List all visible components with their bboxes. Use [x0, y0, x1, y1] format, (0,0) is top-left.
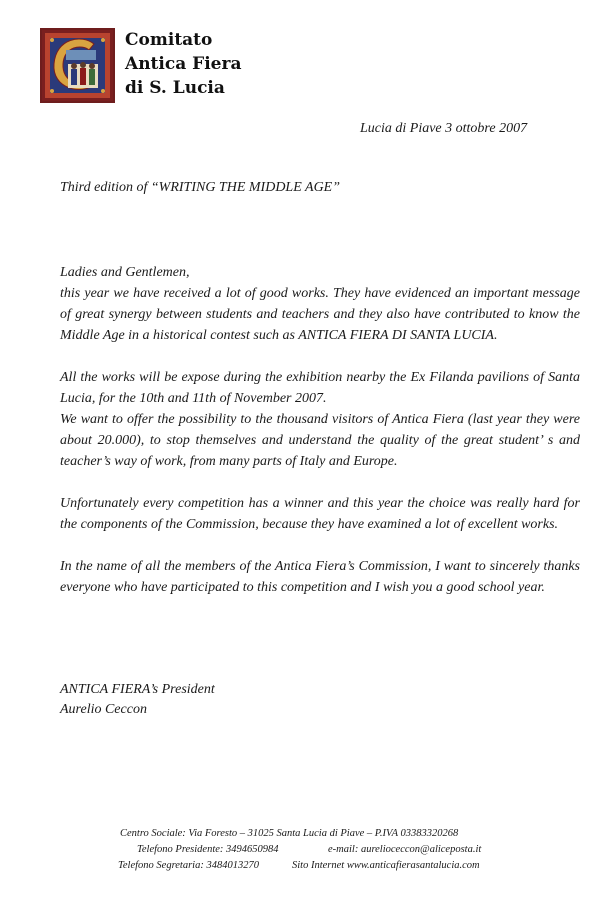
salutation: Ladies and Gentlemen, [60, 265, 190, 280]
letter-subject: Third edition of “WRITING THE MIDDLE AGE” [60, 180, 341, 195]
paragraph: Unfortunately every competition has a winner and this year the choice was really hard for the components of the Commission, because they have examined a lot of excellent works. [60, 496, 580, 532]
footer-email: e-mail: aurelioceccon@aliceposta.it [328, 844, 482, 855]
footer-website: Sito Internet www.anticafierasantalucia.com [292, 860, 480, 871]
signature-title: ANTICA FIERA’s President [60, 682, 215, 697]
paragraph: All the works will be expose during the exhibition nearby the Ex Filanda pavilions of Santa Lucia, for the 10th and 11th of November 2007. [60, 370, 580, 406]
org-line-1: Comitato [125, 30, 213, 50]
paragraph: this year we have received a lot of good works. They have evidenced an important message of great synergy between students and teachers and they also have contributed to know the Middle Age in a historical contest such as ANTICA FIERA DI SANTA LUCIA. [60, 286, 580, 343]
letter-date: Lucia di Piave 3 ottobre 2007 [360, 121, 528, 136]
organization-name [125, 28, 241, 100]
org-line-3: di S. Lucia [125, 78, 225, 98]
letter-body [60, 262, 580, 619]
paragraph: We want to offer the possibility to the thousand visitors of Antica Fiera (last year they were about 20.000), to stop themselves and understand the quality of the great student’ s and teacher’s way of work, from many parts of Italy and Europe. [60, 412, 580, 469]
paragraph: In the name of all the members of the Antica Fiera’s Commission, I want to sincerely thanks everyone who have participated to this competition and I wish you a good school year. [60, 559, 580, 595]
signature-name: Aurelio Ceccon [60, 702, 147, 717]
committee-logo [40, 28, 115, 103]
signature-block [60, 680, 215, 720]
footer-phone-president: Telefono Presidente: 3494650984 [137, 844, 279, 855]
org-line-2: Antica Fiera [125, 54, 242, 74]
footer-address: Centro Sociale: Via Foresto – 31025 Santa Lucia di Piave – P.IVA 03383320268 [120, 828, 459, 839]
footer-phone-secretary: Telefono Segretaria: 3484013270 [118, 860, 259, 871]
